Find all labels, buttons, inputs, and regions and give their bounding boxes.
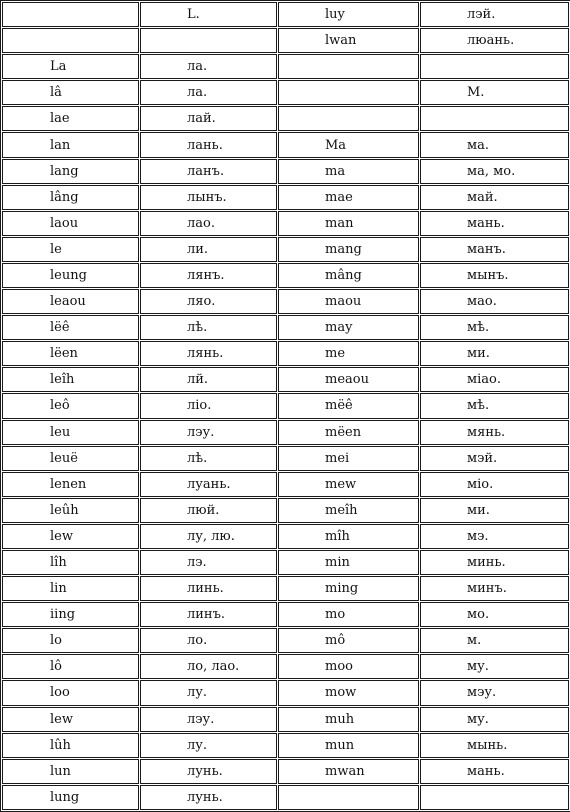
latin-syllable-cell: maou (278, 289, 419, 314)
cyrillic-syllable-cell: люань. (420, 28, 569, 53)
cyrillic-syllable-cell: мо. (420, 602, 569, 627)
cyrillic-syllable-cell: мань. (420, 759, 569, 784)
latin-syllable-cell: lîh (2, 550, 139, 575)
latin-syllable-cell: mae (278, 185, 419, 210)
latin-syllable-cell (2, 2, 139, 27)
cyrillic-syllable-cell: мянь. (420, 420, 569, 445)
latin-syllable-cell: lin (2, 576, 139, 601)
latin-syllable-cell (2, 28, 139, 53)
latin-syllable-cell: lûh (2, 733, 139, 758)
latin-syllable-cell: mo (278, 602, 419, 627)
latin-syllable-cell: moo (278, 654, 419, 679)
cyrillic-syllable-cell (420, 785, 569, 810)
latin-syllable-cell: leûh (2, 498, 139, 523)
table-row (2, 211, 569, 236)
table-row (2, 28, 569, 53)
cyrillic-syllable-cell: минъ. (420, 576, 569, 601)
latin-syllable-cell: lëen (2, 341, 139, 366)
latin-syllable-cell: lung (2, 785, 139, 810)
cyrillic-syllable-cell: ли. (140, 237, 277, 262)
cyrillic-syllable-cell: ляо. (140, 289, 277, 314)
latin-syllable-cell: ming (278, 576, 419, 601)
cyrillic-syllable-cell: мэй. (420, 446, 569, 471)
latin-syllable-cell: mun (278, 733, 419, 758)
cyrillic-syllable-cell: мань. (420, 211, 569, 236)
latin-syllable-cell: mew (278, 472, 419, 497)
cyrillic-syllable-cell: L. (140, 2, 277, 27)
latin-syllable-cell (278, 785, 419, 810)
table-row (2, 576, 569, 601)
latin-syllable-cell: lae (2, 106, 139, 131)
cyrillic-syllable-cell: ми. (420, 498, 569, 523)
cyrillic-syllable-cell: лунь. (140, 785, 277, 810)
latin-syllable-cell: lwan (278, 28, 419, 53)
cyrillic-syllable-cell (420, 54, 569, 79)
cyrillic-syllable-cell: мѣ. (420, 393, 569, 418)
cyrillic-syllable-cell: мынъ. (420, 263, 569, 288)
latin-syllable-cell: leung (2, 263, 139, 288)
cyrillic-syllable-cell: му. (420, 707, 569, 732)
table-row (2, 680, 569, 705)
cyrillic-syllable-cell: ла. (140, 54, 277, 79)
table-row (2, 550, 569, 575)
table-row (2, 393, 569, 418)
latin-syllable-cell: mîh (278, 524, 419, 549)
table-row (2, 733, 569, 758)
cyrillic-syllable-cell: линь. (140, 576, 277, 601)
table-row (2, 420, 569, 445)
latin-syllable-cell: lew (2, 707, 139, 732)
latin-syllable-cell: lâng (2, 185, 139, 210)
table-row (2, 628, 569, 653)
cyrillic-syllable-cell: луань. (140, 472, 277, 497)
table-row (2, 132, 569, 157)
table-row (2, 759, 569, 784)
latin-syllable-cell: loo (2, 680, 139, 705)
table-row (2, 446, 569, 471)
cyrillic-syllable-cell: манъ. (420, 237, 569, 262)
latin-syllable-cell: mâng (278, 263, 419, 288)
cyrillic-syllable-cell: ма, мо. (420, 159, 569, 184)
latin-syllable-cell: min (278, 550, 419, 575)
cyrillic-syllable-cell: лэ. (140, 550, 277, 575)
latin-syllable-cell: muh (278, 707, 419, 732)
table-row (2, 524, 569, 549)
cyrillic-syllable-cell: ліо. (140, 393, 277, 418)
cyrillic-syllable-cell: мэ. (420, 524, 569, 549)
cyrillic-syllable-cell: лэу. (140, 420, 277, 445)
table-row (2, 185, 569, 210)
latin-syllable-cell: man (278, 211, 419, 236)
latin-syllable-cell (278, 54, 419, 79)
cyrillic-syllable-cell: ланъ. (140, 159, 277, 184)
cyrillic-syllable-cell: линъ. (140, 602, 277, 627)
latin-syllable-cell: leu (2, 420, 139, 445)
table-row (2, 263, 569, 288)
latin-syllable-cell: le (2, 237, 139, 262)
latin-syllable-cell: may (278, 315, 419, 340)
cyrillic-syllable-cell: м. (420, 628, 569, 653)
cyrillic-syllable-cell: ло, лао. (140, 654, 277, 679)
latin-syllable-cell: meaou (278, 367, 419, 392)
cyrillic-syllable-cell: лынъ. (140, 185, 277, 210)
cyrillic-syllable-cell: минь. (420, 550, 569, 575)
latin-syllable-cell: leô (2, 393, 139, 418)
table-row (2, 785, 569, 810)
latin-syllable-cell: lang (2, 159, 139, 184)
cyrillic-syllable-cell: лэй. (420, 2, 569, 27)
cyrillic-syllable-cell: лѣ. (140, 315, 277, 340)
cyrillic-syllable-cell (140, 28, 277, 53)
latin-syllable-cell: lo (2, 628, 139, 653)
latin-syllable-cell: La (2, 54, 139, 79)
latin-syllable-cell: lew (2, 524, 139, 549)
latin-syllable-cell: lëê (2, 315, 139, 340)
cyrillic-syllable-cell: лянь. (140, 341, 277, 366)
latin-syllable-cell: me (278, 341, 419, 366)
latin-syllable-cell (278, 106, 419, 131)
table-row (2, 289, 569, 314)
latin-syllable-cell: lâ (2, 80, 139, 105)
latin-syllable-cell: lun (2, 759, 139, 784)
table-row (2, 2, 569, 27)
table-row (2, 341, 569, 366)
cyrillic-syllable-cell: ми. (420, 341, 569, 366)
cyrillic-syllable-cell: лэу. (140, 707, 277, 732)
latin-syllable-cell: meîh (278, 498, 419, 523)
table-row (2, 654, 569, 679)
cyrillic-syllable-cell: ло. (140, 628, 277, 653)
cyrillic-syllable-cell: лай. (140, 106, 277, 131)
cyrillic-syllable-cell: лянъ. (140, 263, 277, 288)
cyrillic-syllable-cell: лу, лю. (140, 524, 277, 549)
cyrillic-syllable-cell: М. (420, 80, 569, 105)
latin-syllable-cell: mëen (278, 420, 419, 445)
table-row (2, 367, 569, 392)
cyrillic-syllable-cell: лунь. (140, 759, 277, 784)
latin-syllable-cell: leuë (2, 446, 139, 471)
latin-syllable-cell: mô (278, 628, 419, 653)
cyrillic-syllable-cell: лу. (140, 680, 277, 705)
table-row (2, 498, 569, 523)
table-body (2, 2, 569, 810)
latin-syllable-cell: iing (2, 602, 139, 627)
cyrillic-syllable-cell: лань. (140, 132, 277, 157)
latin-syllable-cell: mei (278, 446, 419, 471)
table-row (2, 707, 569, 732)
latin-syllable-cell (278, 80, 419, 105)
cyrillic-syllable-cell: му. (420, 654, 569, 679)
cyrillic-syllable-cell: люй. (140, 498, 277, 523)
table-row (2, 54, 569, 79)
cyrillic-syllable-cell: мэу. (420, 680, 569, 705)
cyrillic-syllable-cell: мао. (420, 289, 569, 314)
cyrillic-syllable-cell: ла. (140, 80, 277, 105)
table-row (2, 602, 569, 627)
table-row (2, 80, 569, 105)
cyrillic-syllable-cell: мѣ. (420, 315, 569, 340)
cyrillic-syllable-cell: ма. (420, 132, 569, 157)
table-row (2, 237, 569, 262)
latin-syllable-cell: mow (278, 680, 419, 705)
latin-syllable-cell: leîh (2, 367, 139, 392)
cyrillic-syllable-cell (420, 106, 569, 131)
latin-syllable-cell: lô (2, 654, 139, 679)
latin-syllable-cell: mang (278, 237, 419, 262)
latin-syllable-cell: Ma (278, 132, 419, 157)
cyrillic-syllable-cell: лу. (140, 733, 277, 758)
latin-syllable-cell: leaou (2, 289, 139, 314)
cyrillic-syllable-cell: міао. (420, 367, 569, 392)
latin-syllable-cell: mëê (278, 393, 419, 418)
cyrillic-syllable-cell: лао. (140, 211, 277, 236)
cyrillic-syllable-cell: лй. (140, 367, 277, 392)
latin-syllable-cell: laou (2, 211, 139, 236)
cyrillic-syllable-cell: май. (420, 185, 569, 210)
table-row (2, 159, 569, 184)
latin-syllable-cell: ma (278, 159, 419, 184)
table-row (2, 472, 569, 497)
latin-syllable-cell: mwan (278, 759, 419, 784)
table-row (2, 106, 569, 131)
table-row (2, 315, 569, 340)
latin-syllable-cell: lan (2, 132, 139, 157)
latin-syllable-cell: lenen (2, 472, 139, 497)
cyrillic-syllable-cell: мынь. (420, 733, 569, 758)
cyrillic-syllable-cell: лѣ. (140, 446, 277, 471)
latin-syllable-cell: luy (278, 2, 419, 27)
cyrillic-syllable-cell: міо. (420, 472, 569, 497)
